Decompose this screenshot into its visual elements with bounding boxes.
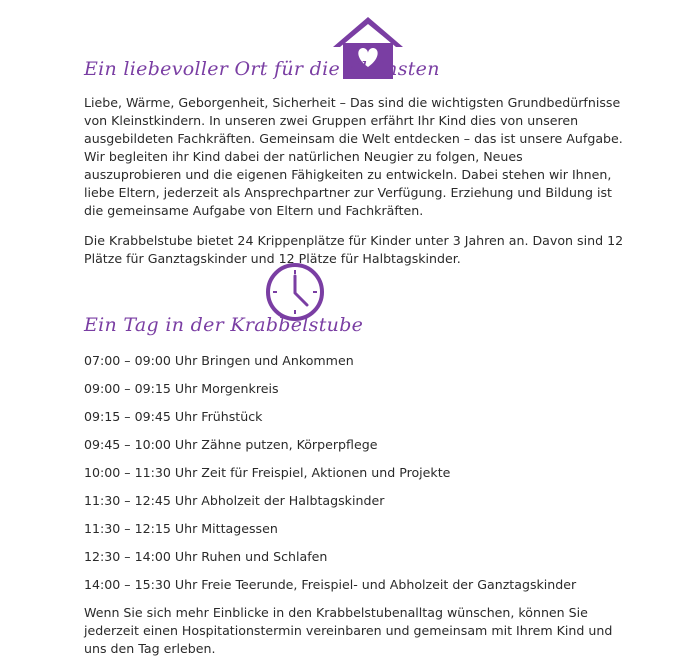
capacity-paragraph: Die Krabbelstube bietet 24 Krippenplätze für Kinder unter 3 Jahren an. Davon sind 12 Plätze für Ganztagskinder und 12 Plätze für Halbtagskinder.: [84, 233, 624, 266]
schedule-item: 10:00 – 11:30 Uhr Zeit für Freispiel, Aktionen und Projekte: [84, 465, 451, 480]
schedule-item: 09:15 – 09:45 Uhr Frühstück: [84, 409, 263, 424]
section-day-heading: Ein Tag in der Krabbelstube: [84, 314, 364, 336]
closing-paragraph: Wenn Sie sich mehr Einblicke in den Krabbelstubenalltag wünschen, können Sie jederzeit einen Hospitationstermin vereinbaren und gemeinsam mit Ihrem Kind und uns den Tag erleben.: [84, 605, 613, 656]
schedule-item: 07:00 – 09:00 Uhr Bringen und Ankommen: [84, 353, 354, 368]
schedule-item: 09:45 – 10:00 Uhr Zähne putzen, Körperpflege: [84, 437, 378, 452]
intro-paragraph: Liebe, Wärme, Geborgenheit, Sicherheit – Das sind die wichtigsten Grundbedürfnisse von Kleinstkindern. In unseren zwei Gruppen erfährt Ihr Kind dies von unseren ausgebildeten Fachkräften. Gemeinsam die Welt entdecken – das ist unsere Aufgabe. Wir begleiten ihr Kind dabei der natürlichen Neugier zu folgen, Neues auszuprobieren und die eigenen Fähigkeiten zu entwickeln. Dabei stehen wir Ihnen, liebe Eltern, jederzeit als Ansprechpartner zur Verfügung. Erziehung und Bildung ist die gemeinsame Aufgabe von Eltern und Fachkräften.: [84, 95, 623, 218]
section-day-heading-row: [84, 290, 624, 338]
schedule-item: 09:00 – 09:15 Uhr Morgenkreis: [84, 381, 279, 396]
schedule-item: 12:30 – 14:00 Uhr Ruhen und Schlafen: [84, 549, 328, 564]
schedule-item: 14:00 – 15:30 Uhr Freie Teerunde, Freispiel- und Abholzeit der Ganztagskinder: [84, 577, 577, 592]
section-intro-heading: Ein liebevoller Ort für die Kleinsten: [84, 58, 440, 80]
schedule-item: 11:30 – 12:15 Uhr Mittagessen: [84, 521, 278, 536]
daily-schedule: [84, 352, 624, 594]
section-intro-heading-row: [84, 34, 624, 82]
schedule-item: 11:30 – 12:45 Uhr Abholzeit der Halbtagskinder: [84, 493, 385, 508]
content: [84, 0, 624, 658]
